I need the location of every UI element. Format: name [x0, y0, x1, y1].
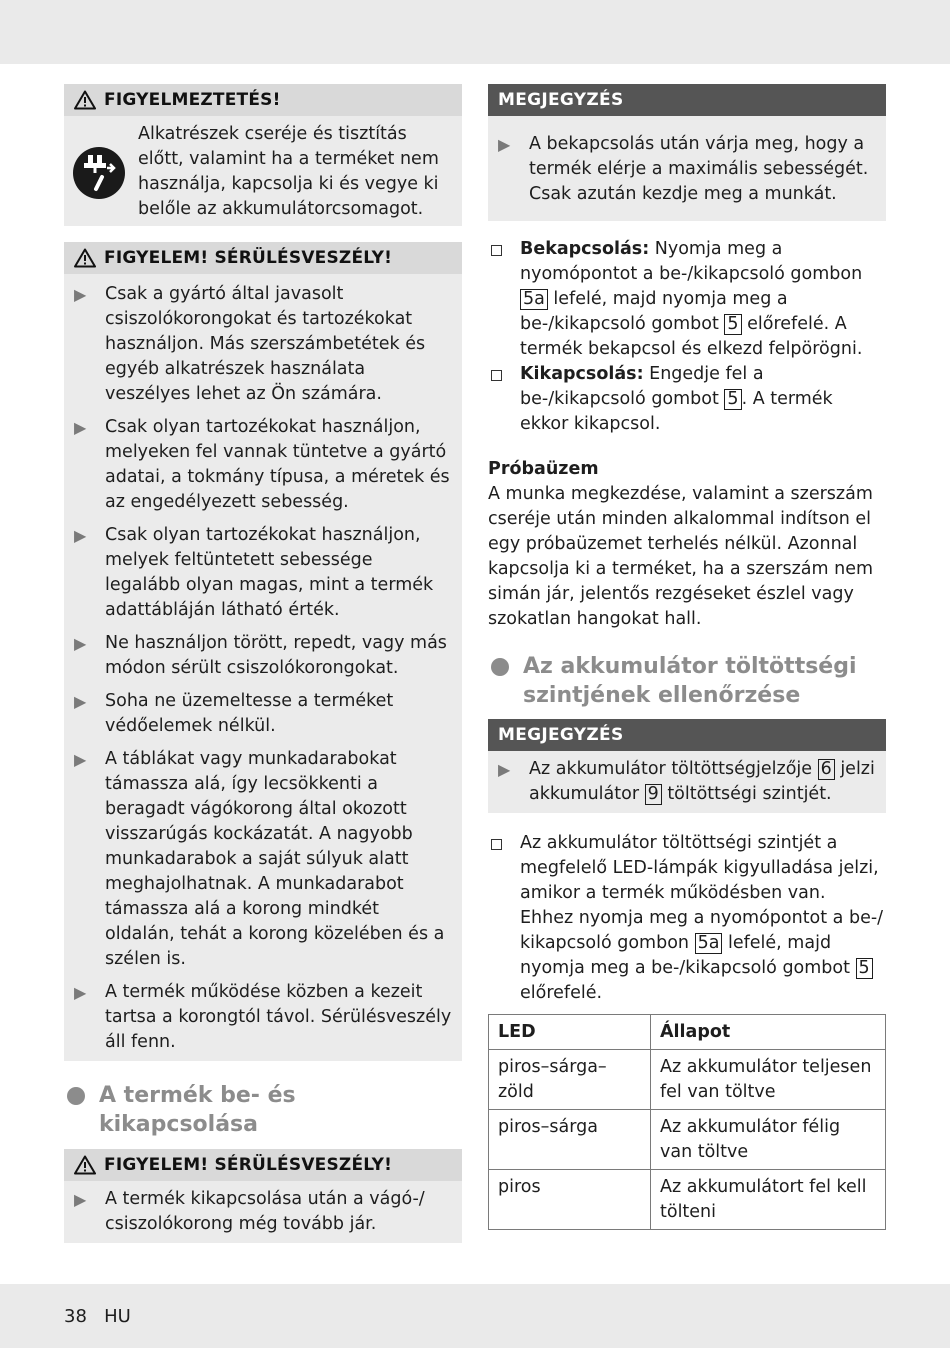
bullet-arrow-icon: ▶	[498, 135, 511, 154]
section-bullet-icon	[491, 658, 509, 676]
bullet-arrow-icon: ▶	[74, 526, 87, 545]
top-bar	[0, 0, 950, 64]
checkbox-square-icon	[488, 237, 520, 362]
bullet-arrow-icon: ▶	[74, 983, 87, 1002]
footer-bar	[0, 1284, 950, 1348]
reference-number: 5a	[520, 289, 548, 310]
bullet-arrow-icon: ▶	[74, 634, 87, 653]
list-item: ▶ A bekapcsolás után várja meg, hogy a termék elérje a maximális sebességét. Csak azután kezdje meg a munkát.	[488, 132, 886, 207]
table-cell: piros	[489, 1170, 651, 1230]
warning-title: FIGYELMEZTETÉS!	[104, 90, 281, 110]
table-row	[489, 1170, 886, 1230]
bullet-arrow-icon: ▶	[74, 285, 87, 304]
warning-header	[64, 1149, 462, 1181]
checkbox-square-icon	[488, 362, 520, 437]
bullet-arrow-icon: ▶	[74, 750, 87, 769]
test-run-text: A munka megkezdése, valamint a szerszám cseréje után minden alkalommal indítson el egy próbaüzemet terhelés nélkül. Azonnal kapcsolja ki a terméket, ha a szerszám nem simán jár, jelentős rezgéseket észlel vagy szokatlan hangokat hall.	[488, 484, 874, 629]
subheading-test-run: Próbaüzem	[488, 459, 599, 479]
warning-title: FIGYELEM! SÉRÜLÉSVESZÉLY!	[104, 1155, 393, 1175]
list-item: ▶ Csak olyan tartozékokat használjon, melyek feltüntetett sebessége legalább olyan magas, mint a termék adattábláján látható érték.	[64, 523, 462, 623]
disconnect-plug-icon	[72, 122, 138, 222]
table-header: Állapot	[651, 1015, 886, 1050]
section-heading: Az akkumulátor töltöttségi szintjének ellenőrzése	[488, 652, 886, 710]
bullet-arrow-icon: ▶	[74, 692, 87, 711]
list-item: ▶ A termék kikapcsolása után a vágó-/ csiszolókorong még tovább jár.	[64, 1187, 462, 1237]
bullet-arrow-icon: ▶	[498, 760, 511, 779]
list-item: ▶ Csak a gyártó által javasolt csiszolókorongokat és tartozékokat használjon. Más szerszámbetétek és egyéb alkatrészek használata veszélyes lehet az Ön számára.	[64, 282, 462, 407]
reference-number: 5	[724, 314, 741, 335]
reference-number: 9	[645, 784, 662, 805]
table-cell: Az akkumulátor teljesen fel van töltve	[651, 1050, 886, 1110]
page-number: 38 HU	[64, 1306, 131, 1327]
warning-title: FIGYELEM! SÉRÜLÉSVESZÉLY!	[104, 248, 393, 268]
warning-triangle-icon	[74, 248, 96, 268]
bullet-arrow-icon: ▶	[74, 418, 87, 437]
step-switch-on: Bekapcsolás: Nyomja meg a nyomópontot a be-/kikapcsoló gombon 5a lefelé, majd nyomja meg a be-/kikapcsoló gombot 5 előrefelé. A termék bekapcsol és elkezd felpörögni.	[488, 237, 886, 362]
left-column	[64, 84, 462, 1243]
checkbox-square-icon	[488, 831, 520, 1006]
list-item: ▶ Az akkumulátor töltöttségjelzője 6 jelzi akkumulátor 9 töltöttségi szintjét.	[488, 757, 886, 807]
step-switch-off: Kikapcsolás: Engedje fel a be-/kikapcsoló gombot 5 . A termék ekkor kikapcsol.	[488, 362, 886, 437]
table-cell: Az akkumulátor félig van töltve	[651, 1110, 886, 1170]
reference-number: 5a	[695, 933, 723, 954]
reference-number: 5	[724, 389, 741, 410]
warning-header	[64, 84, 462, 116]
warning-box-injury	[64, 242, 462, 1061]
note-box-battery	[488, 719, 886, 813]
section-heading: A termék be- és kikapcsolása	[64, 1081, 462, 1139]
list-item: ▶ Soha ne üzemeltesse a terméket védőelemek nélkül.	[64, 689, 462, 739]
right-column	[488, 84, 886, 1230]
table-cell: piros–sárga	[489, 1110, 651, 1170]
reference-number: 6	[818, 759, 835, 780]
list-item: ▶ A táblákat vagy munkadarabokat támassza alá, így lecsökkenti a beragadt vágókorong által okozott visszarúgás kockázatát. A nagyobb munkadarabok a saját súlyuk alatt meghajolhatnak. A munkadarabot támassza alá a korong mindkét oldalán, tehát a korong közelében és a szélen is.	[64, 747, 462, 972]
warning-triangle-icon	[74, 1155, 96, 1175]
note-header: MEGJEGYZÉS	[488, 719, 886, 751]
step-check-level: Az akkumulátor töltöttségi szintjét a megfelelő LED-lámpák kigyulladása jelzi, amikor a termék működésben van. Ehhez nyomja meg a nyomópontot a be-/ kikapcsoló gombon 5a lefelé, majd nyomja meg a be-/kikapcsoló gombot 5 előrefelé.	[488, 831, 886, 1006]
reference-number: 5	[856, 958, 873, 979]
table-row	[489, 1050, 886, 1110]
table-header: LED	[489, 1015, 651, 1050]
language-code: HU	[104, 1306, 131, 1327]
warning-header	[64, 242, 462, 274]
table-cell: piros–sárga–zöld	[489, 1050, 651, 1110]
note-box-speed	[488, 84, 886, 221]
note-header: MEGJEGYZÉS	[488, 84, 886, 116]
list-item: ▶ A termék működése közben a kezeit tartsa a korongtól távol. Sérülésveszély áll fenn.	[64, 980, 462, 1055]
table-row	[489, 1110, 886, 1170]
table-header-row	[489, 1015, 886, 1050]
list-item: ▶ Ne használjon törött, repedt, vagy más módon sérült csiszolókorongokat.	[64, 631, 462, 681]
section-bullet-icon	[67, 1087, 85, 1105]
warning-triangle-icon	[74, 90, 96, 110]
table-cell: Az akkumulátort fel kell tölteni	[651, 1170, 886, 1230]
warning-box-disconnect	[64, 84, 462, 226]
warning-box-switch-off	[64, 1149, 462, 1243]
list-item: ▶ Csak olyan tartozékokat használjon, melyeken fel vannak tüntetve a gyártó adatai, a tokmány típusa, a méretek és az engedélyezett sebesség.	[64, 415, 462, 515]
warning-text: Alkatrészek cseréje és tisztítás előtt, valamint ha a terméket nem használja, kapcsolja ki és vegye ki belőle az akkumulátorcsomagot.	[138, 124, 439, 219]
bullet-arrow-icon: ▶	[74, 1190, 87, 1209]
led-status-table	[488, 1014, 886, 1230]
